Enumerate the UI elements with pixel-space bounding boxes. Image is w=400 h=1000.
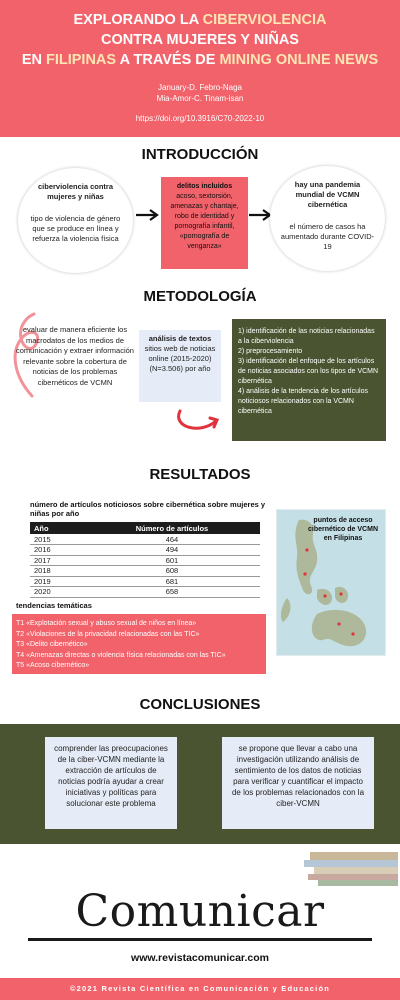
cell-year: 2019 [30, 576, 84, 587]
method-heading: METODOLOGÍA [143, 288, 257, 305]
title-text: CONTRA MUJERES Y NIÑAS [101, 32, 299, 48]
doi-link[interactable]: https://doi.org/10.3916/C70-2022-10 [135, 114, 265, 123]
column-header-year: Año [30, 522, 84, 534]
results-heading: RESULTADOS [149, 466, 251, 483]
trend-item: T1 «Explotación sexual y abuso sexual de niños en línea» [16, 620, 197, 627]
method-analysis-title: análisis de textos [148, 334, 212, 343]
intro-crimes-text: acoso, sextorsión, amenazas y chantaje, robo de identidad y pornografía infantil, «pornografía de venganza» [170, 193, 239, 250]
footer-bar: ©2021 Revista Científica en Comunicación y Educación [0, 978, 400, 1000]
author-name: January-D. Febro-Naga [157, 83, 243, 92]
trend-item: T5 «Acoso cibernético» [16, 662, 90, 670]
poster-title [0, 10, 400, 70]
intro-definition-circle [18, 168, 133, 273]
table-row [30, 555, 260, 566]
intro-pandemic-text: el número de casos ha aumentado durante COVID-19 [280, 222, 375, 251]
articles-table [30, 522, 260, 598]
table-row [30, 545, 260, 556]
cell-year: 2016 [30, 545, 84, 556]
method-objective-text: evaluar de manera eficiente los macrodatos de los medios de comunicación y extraer información relevante sobre la cobertura de noticias de los problemas cibernéticos de VCMN [16, 325, 134, 387]
philippines-map [276, 509, 386, 656]
method-step: 4) análisis de la tendencia de los artículos noticiosos relacionados con la VCMN cibernética [238, 388, 368, 415]
trends-title: tendencias temáticas [16, 601, 92, 610]
cell-count: 494 [84, 545, 260, 556]
table-row [30, 534, 260, 545]
title-text: EN [21, 52, 46, 68]
brand-underline [28, 938, 372, 941]
cell-year: 2020 [30, 587, 84, 598]
brand-logo: Comunicar [75, 886, 325, 937]
curved-arrow-icon [170, 405, 226, 437]
intro-pandemic-title: hay una pandemia mundial de VCMN cibernética [294, 180, 361, 209]
arrow-right-icon [135, 208, 161, 222]
trend-item: T4 «Amenazas directas o violencia física relacionadas con las TIC» [16, 651, 226, 659]
trends-box [12, 614, 266, 674]
header-banner [0, 0, 400, 137]
cell-year: 2015 [30, 534, 84, 545]
title-highlight: FILIPINAS [45, 52, 117, 68]
cell-count: 601 [84, 555, 260, 566]
cell-count: 681 [84, 576, 260, 587]
map-label: puntos de acceso cibernético de VCMN en Filipinas [307, 517, 378, 542]
intro-crimes-title: delitos incluidos [176, 183, 233, 190]
title-highlight: CIBERVIOLENCIA [202, 12, 327, 28]
conclusions-heading: CONCLUSIONES [139, 696, 261, 713]
method-analysis-text: sitios web de noticias online (2015-2020) (N=3.506) por año [144, 344, 216, 373]
conclusion-left-box: comprender las preocupaciones de la ciber-VCMN mediante la extracción de artículos de noticias podría ayudar a crear iniciativas y políticas para solucionar este problema [45, 737, 177, 829]
method-steps-box [232, 319, 386, 441]
cell-year: 2018 [30, 566, 84, 577]
column-header-count: Número de artículos [84, 522, 260, 534]
intro-crimes-box [161, 177, 248, 269]
cell-count: 608 [84, 566, 260, 577]
conclusion-right-box: se propone que llevar a cabo una investigación utilizando análisis de sentimiento de los datos de noticias para verificar y cuantificar el impacto de los problemas relacionados con la ciber-VCMN [222, 737, 374, 829]
trend-item: T2 «Violaciones de la privacidad relacionadas con las TIC» [16, 630, 200, 638]
trend-item: T3 «Delito cibernético» [16, 641, 88, 649]
intro-heading: INTRODUCCIÓN [141, 146, 259, 163]
cell-count: 658 [84, 587, 260, 598]
title-text: A TRAVÉS DE [116, 52, 220, 68]
table-row [30, 587, 260, 598]
title-text: EXPLORANDO LA [73, 12, 203, 28]
author-name: Mia-Amor-C. Tinam-isan [156, 94, 244, 103]
table-row [30, 576, 260, 587]
intro-definition-text: tipo de violencia de género que se produce en línea y refuerza la violencia física [30, 214, 121, 243]
table-row [30, 566, 260, 577]
method-step: 1) identificación de las noticias relacionadas a la ciberviolencia [238, 328, 375, 345]
cell-count: 464 [84, 534, 260, 545]
table-title: número de artículos noticiosos sobre cibernética sobre mujeres y niñas por año [30, 500, 266, 518]
authors [0, 82, 400, 104]
intro-pandemic-circle [270, 166, 385, 271]
website-link[interactable]: www.revistacomunicar.com [131, 952, 269, 964]
intro-definition-title: ciberviolencia contra mujeres y niñas [37, 182, 114, 201]
method-analysis-box [139, 330, 221, 402]
method-step: 2) preprocesamiento [238, 348, 303, 355]
cell-year: 2017 [30, 555, 84, 566]
table-header-row [30, 522, 260, 534]
title-highlight: MINING ONLINE NEWS [219, 52, 379, 68]
method-step: 3) identificación del enfoque de los artículos de noticias asociados con los tipos de VCMN cibernética [238, 358, 379, 385]
